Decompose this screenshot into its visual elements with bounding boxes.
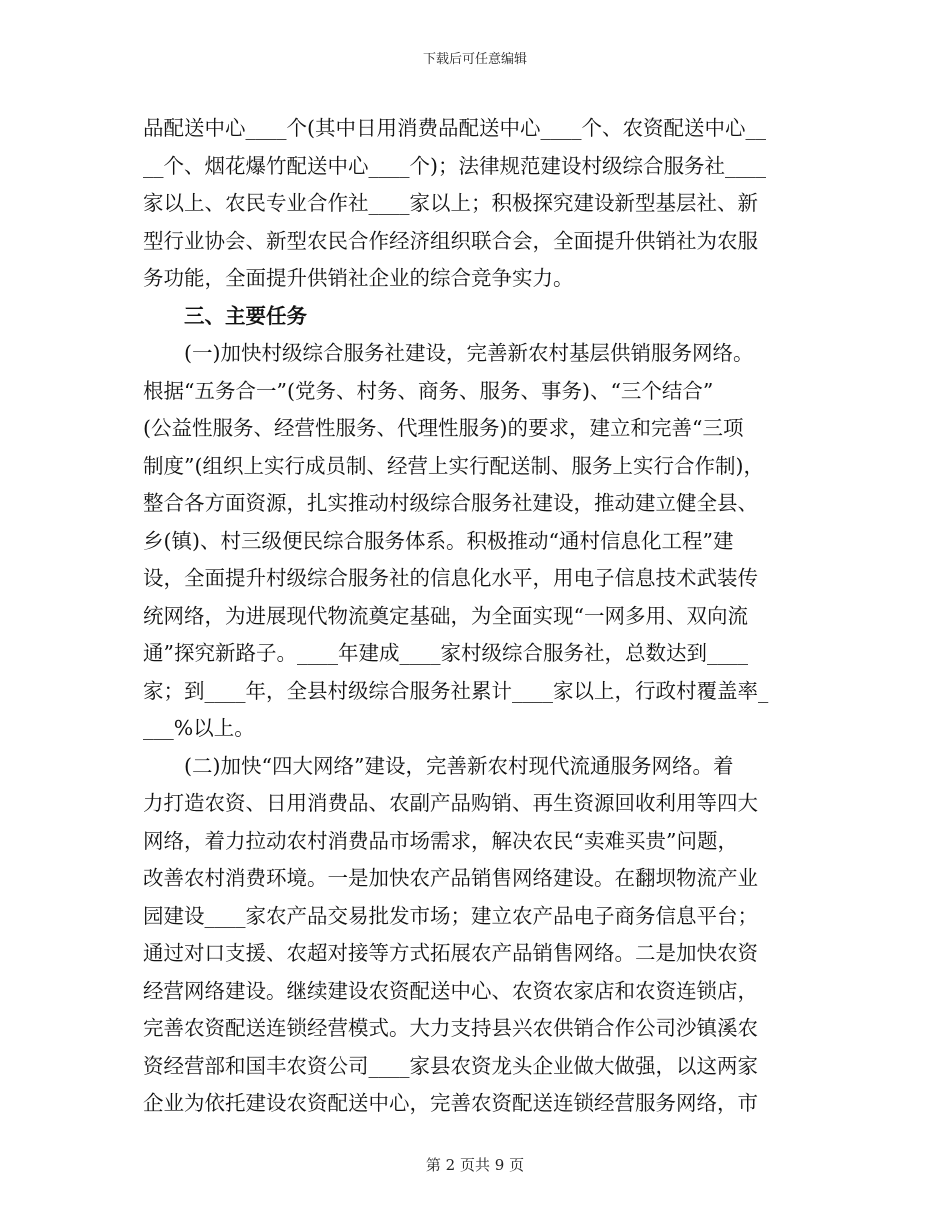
text-line: 企业为依托建设农资配送中心，完善农资配送连锁经营服务网络，市 — [143, 1091, 758, 1115]
text-line: 完善农资配送连锁经营模式。大力支持县兴农供销合作公司沙镇溪农 — [143, 1016, 758, 1040]
text-line: 家以上、农民专业合作社____家以上；积极探究建设新型基层社、新 — [143, 191, 758, 215]
text-line: 家；到____年，全县村级综合服务社累计____家以上，行政村覆盖率_ — [143, 678, 769, 703]
text-line: 通”探究新路子。____年建成____家村级综合服务社，总数达到____ — [143, 641, 748, 665]
section-heading — [143, 298, 808, 336]
text-line: 制度”(组织上实行成员制、经营上实行配送制、服务上实行合作制)， — [143, 453, 764, 478]
page-footer: 第 2 页共 9 页 — [425, 1156, 525, 1174]
text-line: 资经营部和国丰农资公司____家县农资龙头企业做大做强，以这两家 — [143, 1053, 758, 1078]
document-body — [143, 110, 808, 1123]
text-line: (一)加快村级综合服务社建设，完善新农村基层供销服务网络。 — [184, 341, 754, 365]
text-line: 网络，着力拉动农村消费品市场需求，解决农民“卖难买贵”问题， — [143, 828, 738, 853]
text-line: 根据“五务合一”(党务、村务、商务、服务、事务)、“三个结合” — [143, 378, 714, 403]
text-line: (二)加快“四大网络”建设，完善新农村现代流通服务网络。着 — [184, 753, 734, 778]
text-line: 园建设____家农产品交易批发市场；建立农产品电子商务信息平台； — [143, 903, 758, 928]
paragraph — [143, 110, 808, 298]
text-line: (公益性服务、经营性服务、代理性服务)的要求，建立和完善“三项 — [143, 416, 744, 440]
heading-line: 三、主要任务 — [184, 303, 307, 328]
text-line: 经营网络建设。继续建设农资配送中心、农资农家店和农资连锁店， — [143, 978, 758, 1003]
paragraph — [143, 748, 808, 1123]
text-line: 力打造农资、日用消费品、农副产品购销、再生资源回收利用等四大 — [143, 791, 758, 815]
paragraph — [143, 335, 808, 748]
text-line: 品配送中心____个(其中日用消费品配送中心____个、农资配送中心__ — [143, 116, 766, 140]
text-line: 改善农村消费环境。一是加快农产品销售网络建设。在翻坝物流产业 — [143, 866, 758, 890]
text-line: 统网络，为进展现代物流奠定基础，为全面实现“一网多用、双向流 — [143, 603, 748, 628]
text-line: 设，全面提升村级综合服务社的信息化水平，用电子信息技术武装传 — [143, 566, 758, 590]
text-line: 乡(镇)、村三级便民综合服务体系。积极推动“通村信息化工程”建 — [143, 528, 734, 553]
page-header: 下载后可任意编辑 — [422, 52, 527, 67]
text-line: __个、烟花爆竹配送中心____个)；法律规范建设村级综合服务社____ — [143, 153, 766, 178]
text-line: 通过对口支援、农超对接等方式拓展农产品销售网络。二是加快农资 — [143, 941, 758, 965]
text-line: 型行业协会、新型农民合作经济组织联合会，全面提升供销社为农服 — [143, 228, 758, 253]
text-line: ___%以上。 — [143, 716, 255, 740]
text-line: 整合各方面资源，扎实推动村级综合服务社建设，推动建立健全县、 — [143, 491, 758, 515]
text-line: 务功能，全面提升供销社企业的综合竞争实力。 — [143, 266, 574, 290]
